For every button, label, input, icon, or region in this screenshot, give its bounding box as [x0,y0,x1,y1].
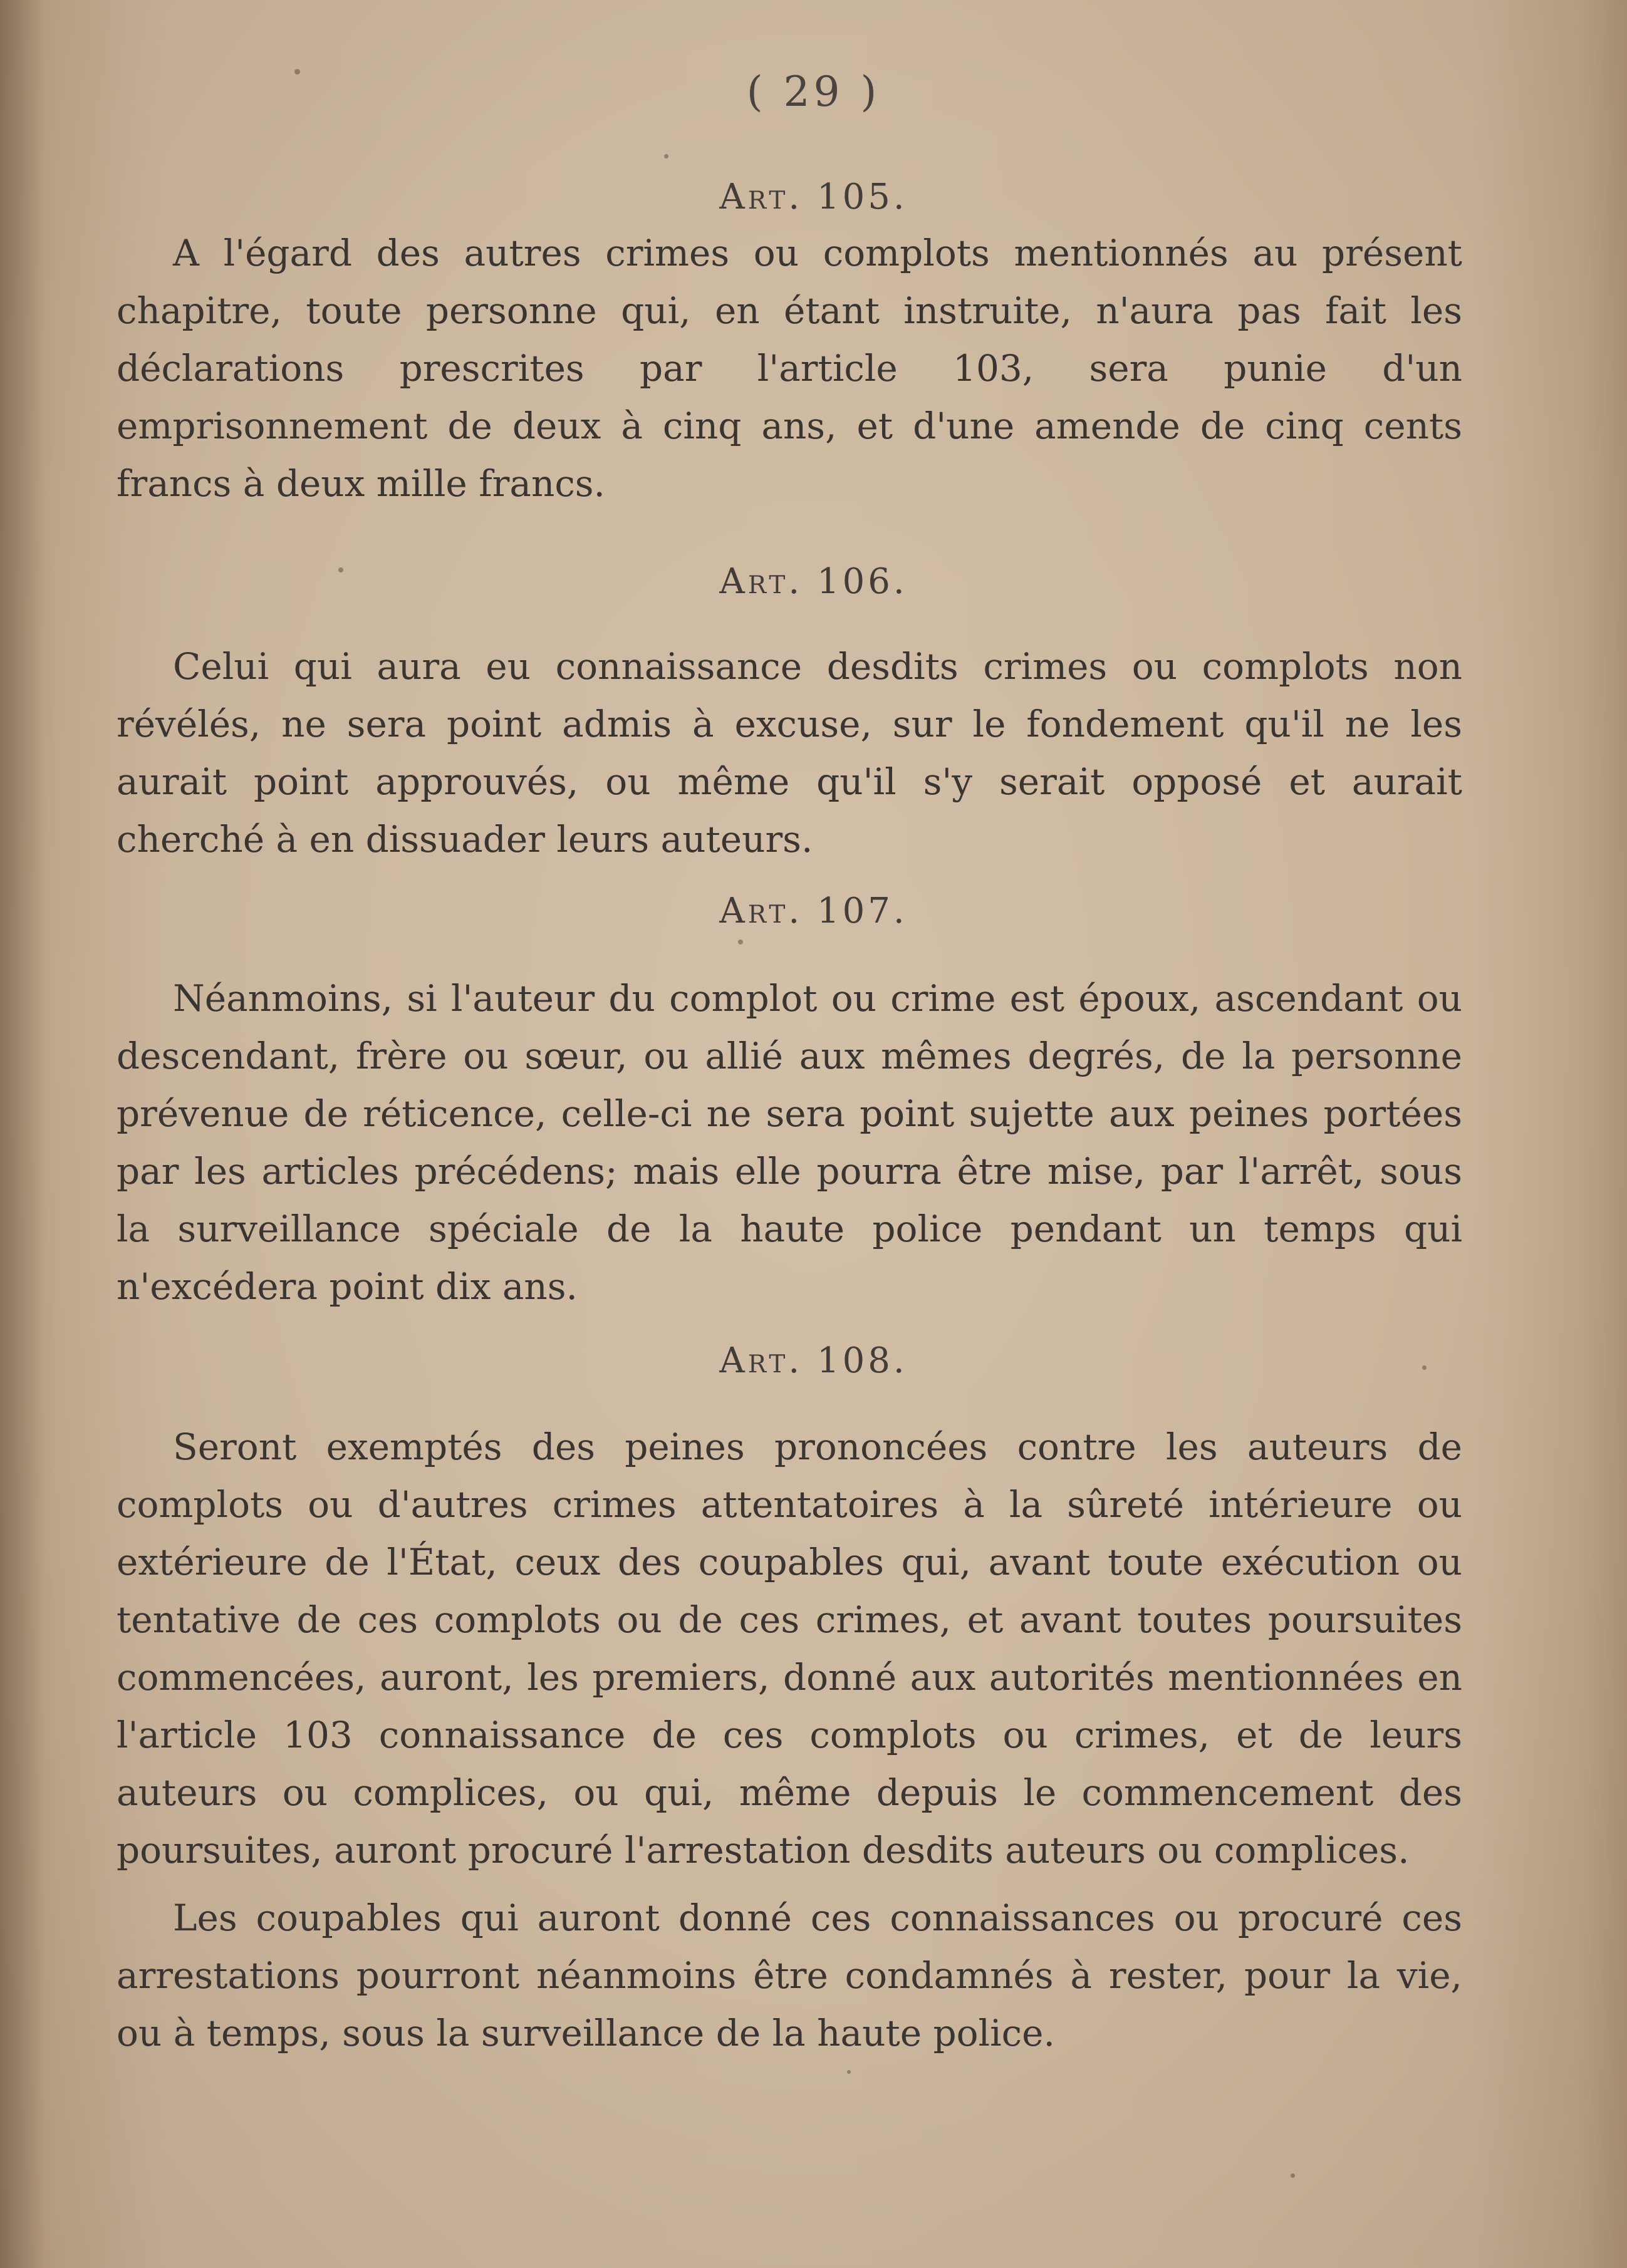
paper-speck [1291,2173,1295,2178]
article-paragraph: Néanmoins, si l'auteur du complot ou crime est époux, ascendant ou descendant, frère ou sœur, ou allié aux mêmes degrés, de la personne prévenue de réticence, celle-ci ne sera point sujette aux peines portées par les articles précédens; mais elle pourra être mise, par l'arrêt, sous la surveillance spéciale de la haute police pendant un temps qui n'excédera point dix ans. [117,977,1462,1308]
page-binding-shadow [0,0,44,2268]
article-heading: Art. 105. [719,177,908,217]
article-paragraph: Celui qui aura eu connaissance desdits crimes ou complots non révélés, ne sera point admis à excuse, sur le fondement qu'il ne les aurait point approuvés, ou même qu'il s'y serait opposé et aurait cherché à en dissuader leurs auteurs. [117,645,1462,861]
article-heading: Art. 107. [719,891,908,931]
article-heading: Art. 108. [719,1340,908,1381]
paper-speck [664,154,668,158]
paper-speck [738,940,743,945]
article-paragraph: Les coupables qui auront donné ces connaissances ou procuré ces arrestations pourront néanmoins être condamnés à rester, pour la vie, ou à temps, sous la surveillance de la haute police. [117,1897,1462,2054]
page-number: ( 29 ) [746,68,881,116]
article-heading: Art. 106. [719,561,908,602]
article-paragraph: Seront exemptés des peines prononcées contre les auteurs de complots ou d'autres crimes attentatoires à la sûreté intérieure ou extérieure de l'État, ceux des coupables qui, avant toute exécution ou tentative de ces complots ou de ces crimes, et avant toutes poursuites commencées, auront, les premiers, donné aux autorités mentionnées en l'article 103 connaissance de ces complots ou crimes, et de leurs auteurs ou complices, ou qui, même depuis le commencement des poursuites, auront procuré l'arrestation desdits auteurs ou complices. [117,1426,1462,1872]
paper-speck [847,2070,851,2074]
article-paragraph: A l'égard des autres crimes ou complots mentionnés au présent chapitre, toute personne qui, en étant instruite, n'aura pas fait les déclarations prescrites par l'article 103, sera punie d'un emprisonnement de deux à cinq ans, et d'une amende de cinq cents francs à deux mille francs. [117,232,1462,505]
